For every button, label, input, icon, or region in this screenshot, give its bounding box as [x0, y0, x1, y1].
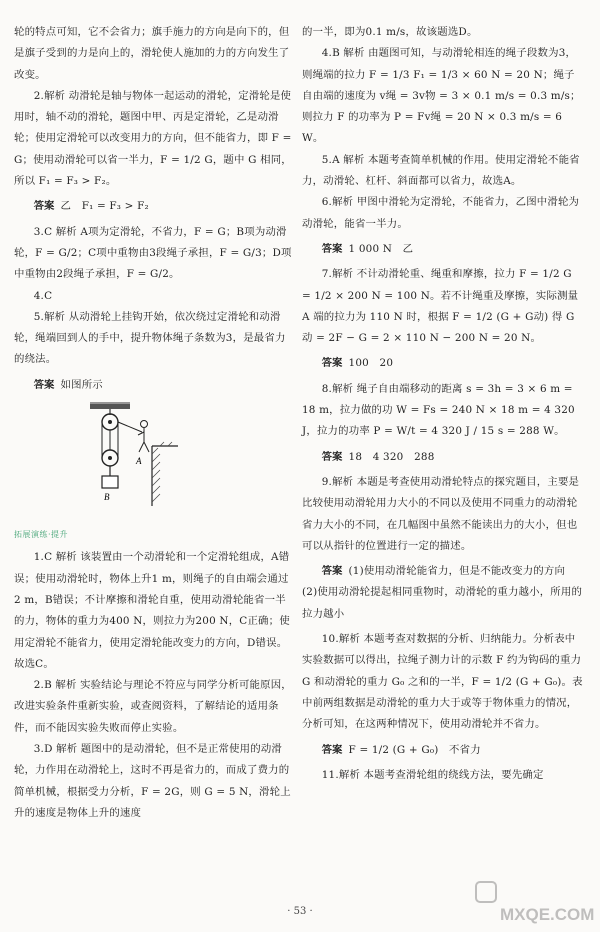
- answer-line: 答案 (1)使用动滑轮能省力，但是不能改变力的方向 (2)使用动滑轮提起相同重物时，动滑轮的重力越小，所用的拉力越小: [302, 565, 583, 620]
- paragraph: 8.解析 绳子自由端移动的距离 s = 3h = 3 × 6 m = 18 m，拉力做的功 W = Fs = 240 N × 18 m = 4 320 J，拉力的功率 P = W/t = 4 320 J / 15 s = 288 W。: [302, 382, 575, 438]
- right-column: [302, 22, 584, 786]
- paragraph: 1.C 解析 该装置由一个动滑轮和一个定滑轮组成，A错误；使用动滑轮时，物体上升1 m，则绳子的自由端会通过2 m，B错误；不计摩擦和滑轮自重，使用动滑轮能省一半的力，物体的重力为400 N，则拉力为200 N，C正确；使用定滑轮不能省力，使用定滑轮能改变力的方向，D错误。故选C。: [14, 551, 290, 670]
- paragraph: 4.C: [33, 289, 53, 302]
- paragraph: 2.B 解析 实验结论与理论不符应与同学分析可能原因，改进实验条件重新实验，或查阅资料，了解结论的适用条件，而不能因实验失败而停止实验。: [14, 679, 292, 734]
- paragraph: 3.C 解析 A项为定滑轮，不省力，F = G；B项为动滑轮，F = G/2；C项中重物由3段绳子承担，F = G/3；D项中重物由2段绳子承担，F = G/2。: [14, 225, 292, 281]
- label-b: B: [104, 492, 110, 503]
- paragraph: 11.解析 本题考查滑轮组的绕线方法，要先确定: [321, 768, 544, 781]
- paragraph: 5.解析 从动滑轮上挂钩开始，依次绕过定滑轮和动滑轮，绳端回到人的手中，提升物体绳子条数为3，是最省力的绕法。: [14, 310, 286, 366]
- answer-line: 答案 18 4 320 288: [321, 450, 435, 463]
- paragraph: 7.解析 不计动滑轮重、绳重和摩擦，拉力 F = 1/2 G = 1/2 × 200 N = 100 N。若不计绳重及摩擦，实际测量 A 端的拉力为 110 N 时，根据 F = 1/2 (G + G动) 得 G动 = 2F − G = 2 × 110 N − 200 N = 20 N。: [302, 268, 579, 345]
- label-a: A: [136, 456, 142, 467]
- section-heading: 拓展演练·提升: [14, 530, 69, 540]
- answer-line: 答案 F = 1/2 (G + G₀) 不省力: [321, 743, 481, 756]
- svg-text:MXQE.COM: MXQE.COM: [500, 905, 594, 924]
- paragraph: 轮的特点可知，它不会省力；旗手施力的方向是向下的，但是旗子受到的力是向上的，滑轮使人施加的力的方向发生了改变。: [14, 26, 290, 81]
- paragraph: 5.A 解析 本题考查简单机械的作用。使用定滑轮不能省力，动滑轮、杠杆、斜面都可以省力，故选A。: [302, 153, 580, 188]
- page-number: · 53 ·: [287, 906, 313, 917]
- paragraph: 2.解析 动滑轮是轴与物体一起运动的滑轮，定滑轮是使用时，轴不动的滑轮，题图中甲、丙是定滑轮，乙是动滑轮；使用定滑轮可以改变用力的方向，但不能省力，即 F = G；使用动滑轮可以省一半力，F = 1/2 G，题中 G 相同，所以 F₁ = F₃ > F₂。: [14, 89, 292, 188]
- answer-line: 答案 如图所示: [33, 378, 103, 391]
- watermark-logo: [474, 880, 594, 926]
- answer-line: 答案 1 000 N 乙: [321, 242, 414, 255]
- paragraph: 的一半，即为0.1 m/s，故该题选D。: [302, 26, 478, 38]
- paragraph: 10.解析 本题考查对数据的分析、归纳能力。分析表中实验数据可以得出，拉绳子测力计的示数 F 约为钩码的重力 G 和动滑轮的重力 G₀ 之和的一半，F = 1/2 (G + G₀)。表中前两组数据是动滑轮的重力大于或等于物体重力的情况，分析可知，在这两种情况下，使用动滑轮并不省力。: [302, 633, 583, 731]
- answer-line: 答案 100 20: [321, 357, 394, 370]
- paragraph: 9.解析 本题是考查使用动滑轮特点的探究题目，主要是比较使用动滑轮用力大小的不同以及使用不同重力的动滑轮省力大小的不同，在几幅图中虽然不能读出力的大小，但也可以从指针的位置进行一定的描述。: [302, 475, 580, 552]
- paragraph: 4.B 解析 由题图可知，与动滑轮相连的绳子段数为3，则绳端的拉力 F = 1/3 F₁ = 1/3 × 60 N = 20 N；绳子自由端的速度为 v绳 = 3v物 = 3 × 0.1 m/s = 0.3 m/s；则拉力 F 的功率为 P = Fv绳 = 20 N × 0.3 m/s = 6 W。: [302, 47, 581, 145]
- paragraph: 3.D 解析 题图中的是动滑轮，但不是正常使用的动滑轮，力作用在动滑轮上，这时不再是省力的，而成了费力的简单机械，根据受力分析，F = 2G，则 G = 5 N，滑轮上升的速度是物体上升的速度: [14, 743, 291, 819]
- answer-line: 答案 乙 F₁ = F₃ > F₂: [33, 200, 149, 213]
- pulley-diagram: [84, 402, 194, 514]
- paragraph: 6.解析 甲图中滑轮为定滑轮，不能省力，乙图中滑轮为动滑轮，能省一半力。: [302, 196, 580, 230]
- left-column: [14, 22, 292, 824]
